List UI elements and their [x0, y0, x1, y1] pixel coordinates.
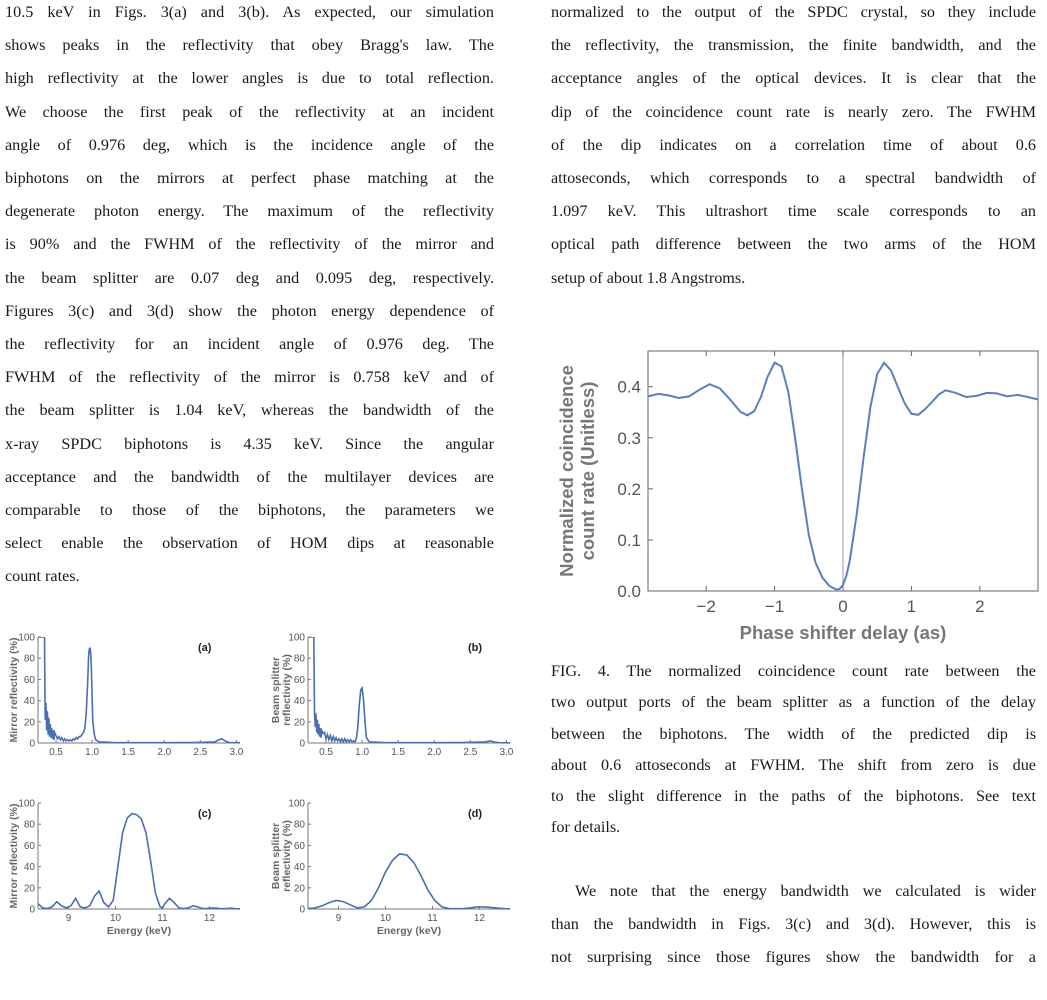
fig4-ytick-label: 0.1: [617, 530, 641, 550]
fig3-panel-label: (b): [468, 642, 483, 654]
fig3-xtick-label: 11: [157, 913, 168, 924]
fig3-xtick-label: 2.0: [157, 747, 172, 758]
left-column-line: 10.5 keV in Figs. 3(a) and 3(b). As expected, our simulation: [5, 3, 494, 21]
fig4-ytick-label: 0.0: [617, 582, 641, 601]
right-text-column: [551, 0, 1036, 295]
fig3-xlabel: Energy (keV): [376, 925, 442, 937]
fig3-xtick-label: 3.0: [229, 747, 244, 758]
fig3-ytick-label: 20: [293, 717, 305, 729]
left-column-line: Figures 3(c) and 3(d) show the photon energy dependence of: [5, 301, 494, 320]
fig3-ytick-label: 0: [29, 904, 35, 916]
right-column-line: 1.097 keV. This ultrashort time scale corresponds to an: [551, 202, 1036, 221]
fig4-xtick-label: 1: [906, 597, 917, 616]
figure-3: [0, 625, 520, 1000]
caption-line: between the biphotons. The width of the predicted dip is: [551, 724, 1036, 743]
fig3-ytick-label: 60: [23, 840, 35, 852]
fig3-ytick-label: 40: [293, 696, 305, 708]
fig3-ytick-label: 20: [23, 883, 35, 895]
left-column-line: acceptance and the bandwidth of the multilayer devices are: [5, 467, 494, 486]
right-column-line: setup of about 1.8 Angstroms.: [551, 268, 746, 287]
fig3-ytick-label: 60: [293, 674, 305, 686]
caption-line: FIG. 4. The normalized coincidence count rate between the: [551, 662, 1036, 680]
fig4-ylabel: Normalized coincidence: [556, 365, 577, 577]
fig3-ytick-label: 80: [23, 653, 35, 665]
fig4-ytick-label: 0.4: [617, 377, 641, 397]
fig3-ylabel: Beam splitter: [270, 822, 282, 890]
fig4-xtick-label: −1: [764, 597, 785, 616]
fig3-ytick-label: 20: [293, 883, 305, 895]
left-column-line: the beam splitter are 0.07 deg and 0.095 deg, respectively.: [5, 268, 494, 287]
fig3-series-line: [308, 854, 510, 909]
left-column-line: comparable to those of the biphotons, the parameters we: [5, 501, 494, 520]
fig3-panel-d: [270, 799, 510, 938]
caption-line: to the slight difference in the paths of the biphotons. See text: [551, 787, 1036, 806]
left-column-line: FWHM of the reflectivity of the mirror is 0.758 keV and of: [5, 368, 494, 387]
fig3-ytick-label: 0: [29, 738, 35, 750]
fig3-ytick-label: 80: [23, 819, 35, 831]
fig3-panel-label: (c): [198, 808, 212, 820]
left-column-line: shows peaks in the reflectivity that obey Bragg's law. The: [5, 36, 494, 55]
fig4-ytick-label: 0.3: [617, 428, 641, 448]
fig3-xtick-label: 2.5: [463, 747, 478, 758]
fig3-ytick-label: 40: [23, 862, 35, 874]
left-column-line: high reflectivity at the lower angles is due to total reflection.: [5, 69, 494, 88]
fig3-xlabel: Energy (keV): [106, 925, 172, 937]
fig3-panel-c: [8, 799, 240, 938]
right-column-line: acceptance angles of the optical devices. It is clear that the: [551, 69, 1036, 88]
right-column-line: of the dip indicates on a correlation time of about 0.6: [551, 135, 1036, 154]
left-column-line: select enable the observation of HOM dips at reasonable: [5, 534, 494, 553]
fig3-xtick-label: 9: [65, 913, 72, 924]
fig3-xtick-label: 1.5: [391, 747, 406, 758]
fig3-xtick-label: 1.0: [85, 747, 100, 758]
paragraph2-line: We note that the energy bandwidth we calculated is wider: [575, 882, 1036, 900]
fig3-ytick-label: 40: [293, 862, 305, 874]
fig4-xlabel: Phase shifter delay (as): [739, 622, 947, 643]
fig3-xtick-label: 2.5: [193, 747, 208, 758]
fig3-ytick-label: 80: [293, 819, 305, 831]
fig3-xtick-label: 11: [427, 913, 438, 924]
left-column-line: the reflectivity for an incident angle of 0.976 deg. The: [5, 335, 494, 354]
fig3-ytick-label: 100: [18, 632, 35, 644]
left-column-line: We choose the first peak of the reflectivity at an incident: [5, 102, 494, 121]
right-column-line: the reflectivity, the transmission, the finite bandwidth, and the: [551, 36, 1036, 55]
fig3-panel-label: (d): [468, 808, 483, 820]
fig3-series-line: [38, 814, 240, 909]
fig3-ylabel: Mirror reflectivity (%): [8, 637, 20, 743]
fig3-ylabel: Beam splitter: [270, 656, 282, 724]
right-column-line: optical path difference between the two arms of the HOM: [551, 235, 1036, 254]
left-column-line: degenerate photon energy. The maximum of the reflectivity: [5, 202, 494, 221]
fig3-xtick-label: 12: [203, 913, 216, 924]
fig3-panel-a: [8, 633, 244, 759]
fig4-chart: [551, 346, 1041, 646]
fig3-xtick-label: 10: [379, 913, 392, 924]
left-column-line: count rates.: [5, 567, 80, 586]
fig3-xtick-label: 9: [335, 913, 342, 924]
fig3-ylabel: Mirror reflectivity (%): [8, 803, 20, 909]
fig3-ylabel: reflectivity (%): [281, 654, 293, 726]
fig3-panel-b: [270, 633, 514, 759]
fig3-xtick-label: 3.0: [499, 747, 514, 758]
fig3-ytick-label: 80: [293, 653, 305, 665]
fig3-ytick-label: 0: [299, 738, 305, 750]
fig3-xtick-label: 2.0: [427, 747, 442, 758]
fig3-ytick-label: 60: [293, 840, 305, 852]
right-column-line: dip of the coincidence count rate is nearly zero. The FWHM: [551, 102, 1036, 121]
fig4-xtick-label: −2: [696, 597, 716, 616]
caption-line: about 0.6 attoseconds at FWHM. The shift from zero is due: [551, 755, 1036, 774]
fig3-ytick-label: 40: [23, 696, 35, 708]
fig3-xtick-label: 1.0: [355, 747, 370, 758]
fig3-ytick-label: 100: [288, 798, 305, 810]
fig3-xtick-label: 12: [473, 913, 486, 924]
fig3-xtick-label: 1.5: [121, 747, 136, 758]
left-column-line: angle of 0.976 deg, which is the incidence angle of the: [5, 135, 494, 154]
fig3-ytick-label: 100: [288, 632, 305, 644]
figure-4: [551, 346, 1041, 651]
caption-line: two output ports of the beam splitter as a function of the delay: [551, 693, 1036, 712]
fig3-ylabel: reflectivity (%): [281, 820, 293, 892]
right-column-line: normalized to the output of the SPDC crystal, so they include: [551, 3, 1036, 21]
fig3-ytick-label: 100: [18, 798, 35, 810]
caption-line: for details.: [551, 818, 621, 837]
left-column-line: is 90% and the FWHM of the reflectivity of the mirror and: [5, 235, 494, 254]
fig3-xtick-label: 0.5: [49, 747, 63, 758]
fig3-panels: [0, 625, 520, 995]
left-column-line: biphotons on the mirrors at perfect phase matching at the: [5, 169, 494, 188]
fig3-panel-label: (a): [198, 642, 212, 654]
fig4-ylabel: count rate (Unitless): [577, 381, 598, 561]
fig3-xtick-label: 10: [109, 913, 122, 924]
paragraph2-line: than the bandwidth in Figs. 3(c) and 3(d). However, this is: [551, 915, 1036, 934]
paragraph-continuation: [551, 875, 1036, 975]
right-column-line: attoseconds, which corresponds to a spectral bandwidth of: [551, 169, 1036, 188]
fig4-xtick-label: 0: [838, 597, 848, 616]
left-text-column: [5, 0, 494, 594]
figure-4-caption: [551, 656, 1036, 844]
left-column-line: the beam splitter is 1.04 keV, whereas the bandwidth of the: [5, 401, 494, 420]
fig4-ytick-label: 0.2: [617, 479, 641, 499]
fig4-xtick-label: 2: [975, 597, 985, 616]
paragraph2-line: not surprising since those figures show the bandwidth for a: [551, 948, 1036, 967]
fig3-ytick-label: 60: [23, 674, 35, 686]
fig3-xtick-label: 0.5: [319, 747, 333, 758]
fig3-ytick-label: 0: [299, 904, 305, 916]
left-column-line: x-ray SPDC biphotons is 4.35 keV. Since the angular: [5, 434, 494, 453]
fig3-ytick-label: 20: [23, 717, 35, 729]
